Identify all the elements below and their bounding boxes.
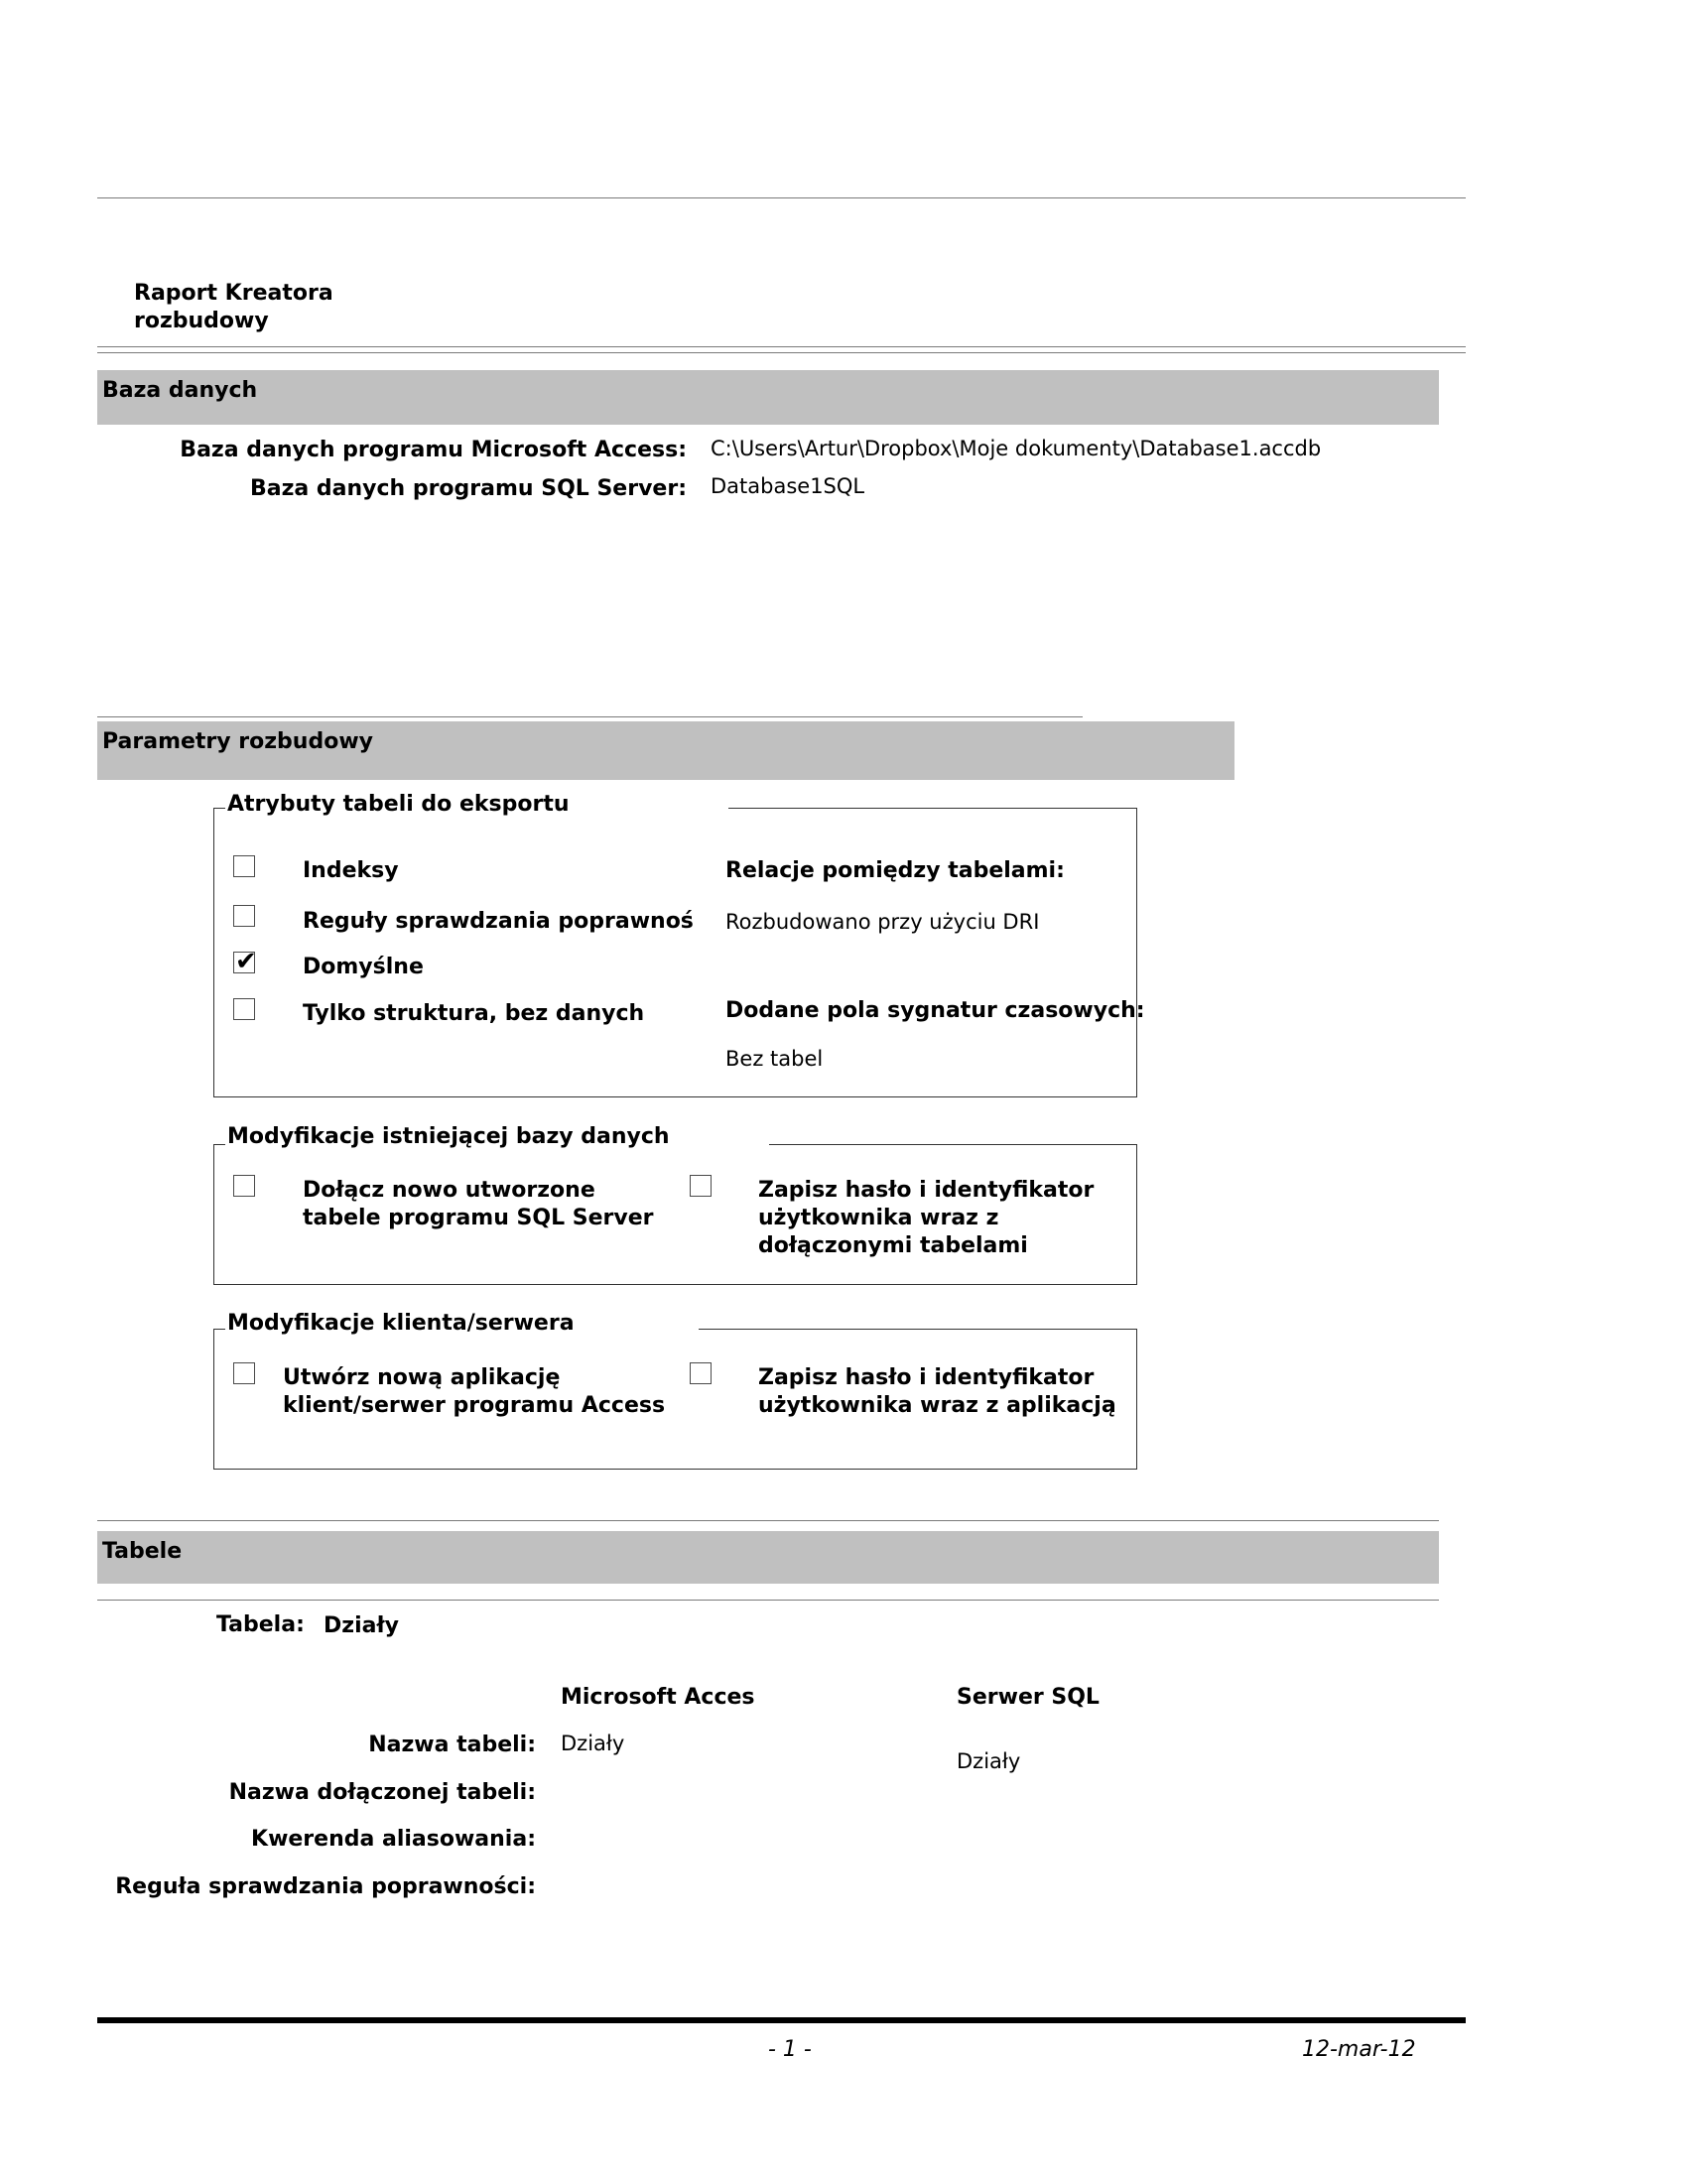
indexes-checkbox[interactable] bbox=[233, 855, 255, 877]
table-attributes-group bbox=[213, 808, 1137, 1097]
save-password-tables-line3: dołączonymi tabelami bbox=[758, 1233, 1028, 1258]
link-tables-label-line1: Dołącz nowo utworzone bbox=[303, 1178, 595, 1203]
structure-only-label: Tylko struktura, bez danych bbox=[303, 1001, 645, 1026]
save-password-app-line1: Zapisz hasło i identyfikator bbox=[758, 1365, 1095, 1390]
row-alias-query-label: Kwerenda aliasowania: bbox=[251, 1827, 536, 1852]
tables-rule-top bbox=[97, 1520, 1439, 1521]
table-name: Działy bbox=[324, 1613, 399, 1638]
save-password-tables-line1: Zapisz hasło i identyfikator bbox=[758, 1178, 1095, 1203]
timestamp-label: Dodane pola sygnatur czasowych: bbox=[725, 998, 1145, 1023]
link-tables-label-line2: tabele programu SQL Server bbox=[303, 1206, 654, 1230]
indexes-label: Indeksy bbox=[303, 858, 399, 883]
link-tables-checkbox[interactable] bbox=[233, 1175, 255, 1197]
report-title-line1: Raport Kreatora bbox=[134, 281, 333, 306]
row-table-name-access: Działy bbox=[561, 1732, 625, 1755]
structure-only-checkbox[interactable] bbox=[233, 998, 255, 1020]
create-app-label bbox=[283, 1364, 665, 1420]
db-modifications-legend: Modyfikacje istniejącej bazy danych bbox=[225, 1123, 769, 1151]
create-app-checkbox[interactable] bbox=[233, 1362, 255, 1384]
access-db-label: Baza danych programu Microsoft Access: bbox=[180, 438, 687, 462]
check-mark-icon: ✔ bbox=[235, 947, 257, 976]
row-linked-name-label: Nazwa dołączonej tabeli: bbox=[228, 1780, 536, 1805]
relations-label: Relacje pomiędzy tabelami: bbox=[725, 858, 1065, 883]
create-app-label-line2: klient/serwer programu Access bbox=[283, 1393, 666, 1418]
row-table-name-label: Nazwa tabeli: bbox=[368, 1733, 536, 1757]
relations-value: Rozbudowano przy użyciu DRI bbox=[725, 910, 1040, 934]
col-sql-header: Serwer SQL bbox=[957, 1685, 1100, 1710]
save-password-app-line2: użytkownika wraz z aplikacją bbox=[758, 1393, 1116, 1418]
save-password-app-label bbox=[758, 1364, 1116, 1420]
params-rule bbox=[97, 716, 1083, 717]
save-password-tables-line2: użytkownika wraz z bbox=[758, 1206, 999, 1230]
link-tables-label bbox=[303, 1177, 654, 1232]
defaults-label: Domyślne bbox=[303, 955, 424, 979]
tables-rule-bottom bbox=[97, 1600, 1439, 1601]
report-title-line2: rozbudowy bbox=[134, 309, 269, 333]
row-table-name-sql: Działy bbox=[957, 1749, 1021, 1773]
database-section-heading: Baza danych bbox=[102, 378, 258, 403]
tables-section-header bbox=[97, 1531, 1439, 1584]
params-section-header bbox=[97, 721, 1234, 780]
sql-db-label: Baza danych programu SQL Server: bbox=[249, 476, 687, 501]
title-rule-1 bbox=[97, 346, 1466, 347]
page-number: - 1 - bbox=[768, 2037, 812, 2062]
report-title bbox=[134, 280, 333, 335]
params-section-heading: Parametry rozbudowy bbox=[102, 729, 373, 754]
report-date: 12-mar-12 bbox=[1302, 2037, 1416, 2062]
table-attributes-legend: Atrybuty tabeli do eksportu bbox=[225, 791, 728, 819]
validation-rules-label: Reguły sprawdzania poprawnoś bbox=[303, 909, 694, 934]
database-section-header bbox=[97, 370, 1439, 425]
top-rule bbox=[97, 197, 1466, 198]
defaults-checkbox[interactable] bbox=[233, 947, 257, 976]
validation-rules-checkbox[interactable] bbox=[233, 905, 255, 927]
col-access-header: Microsoft Acces bbox=[561, 1685, 755, 1710]
client-server-legend: Modyfikacje klienta/serwera bbox=[225, 1310, 699, 1338]
timestamp-value: Bez tabel bbox=[725, 1047, 824, 1071]
sql-db-value: Database1SQL bbox=[711, 474, 865, 498]
access-db-value: C:\Users\Artur\Dropbox\Moje dokumenty\Database1.accdb bbox=[711, 437, 1322, 460]
row-validation-rule-label: Reguła sprawdzania poprawności: bbox=[115, 1874, 536, 1899]
save-password-app-checkbox[interactable] bbox=[690, 1362, 712, 1384]
create-app-label-line1: Utwórz nową aplikację bbox=[283, 1365, 561, 1390]
tables-section-heading: Tabele bbox=[102, 1539, 183, 1564]
title-rule-2 bbox=[97, 352, 1466, 353]
save-password-tables-label bbox=[758, 1177, 1094, 1260]
footer-rule bbox=[97, 2017, 1466, 2023]
save-password-tables-checkbox[interactable] bbox=[690, 1175, 712, 1197]
table-label: Tabela: bbox=[216, 1612, 305, 1637]
